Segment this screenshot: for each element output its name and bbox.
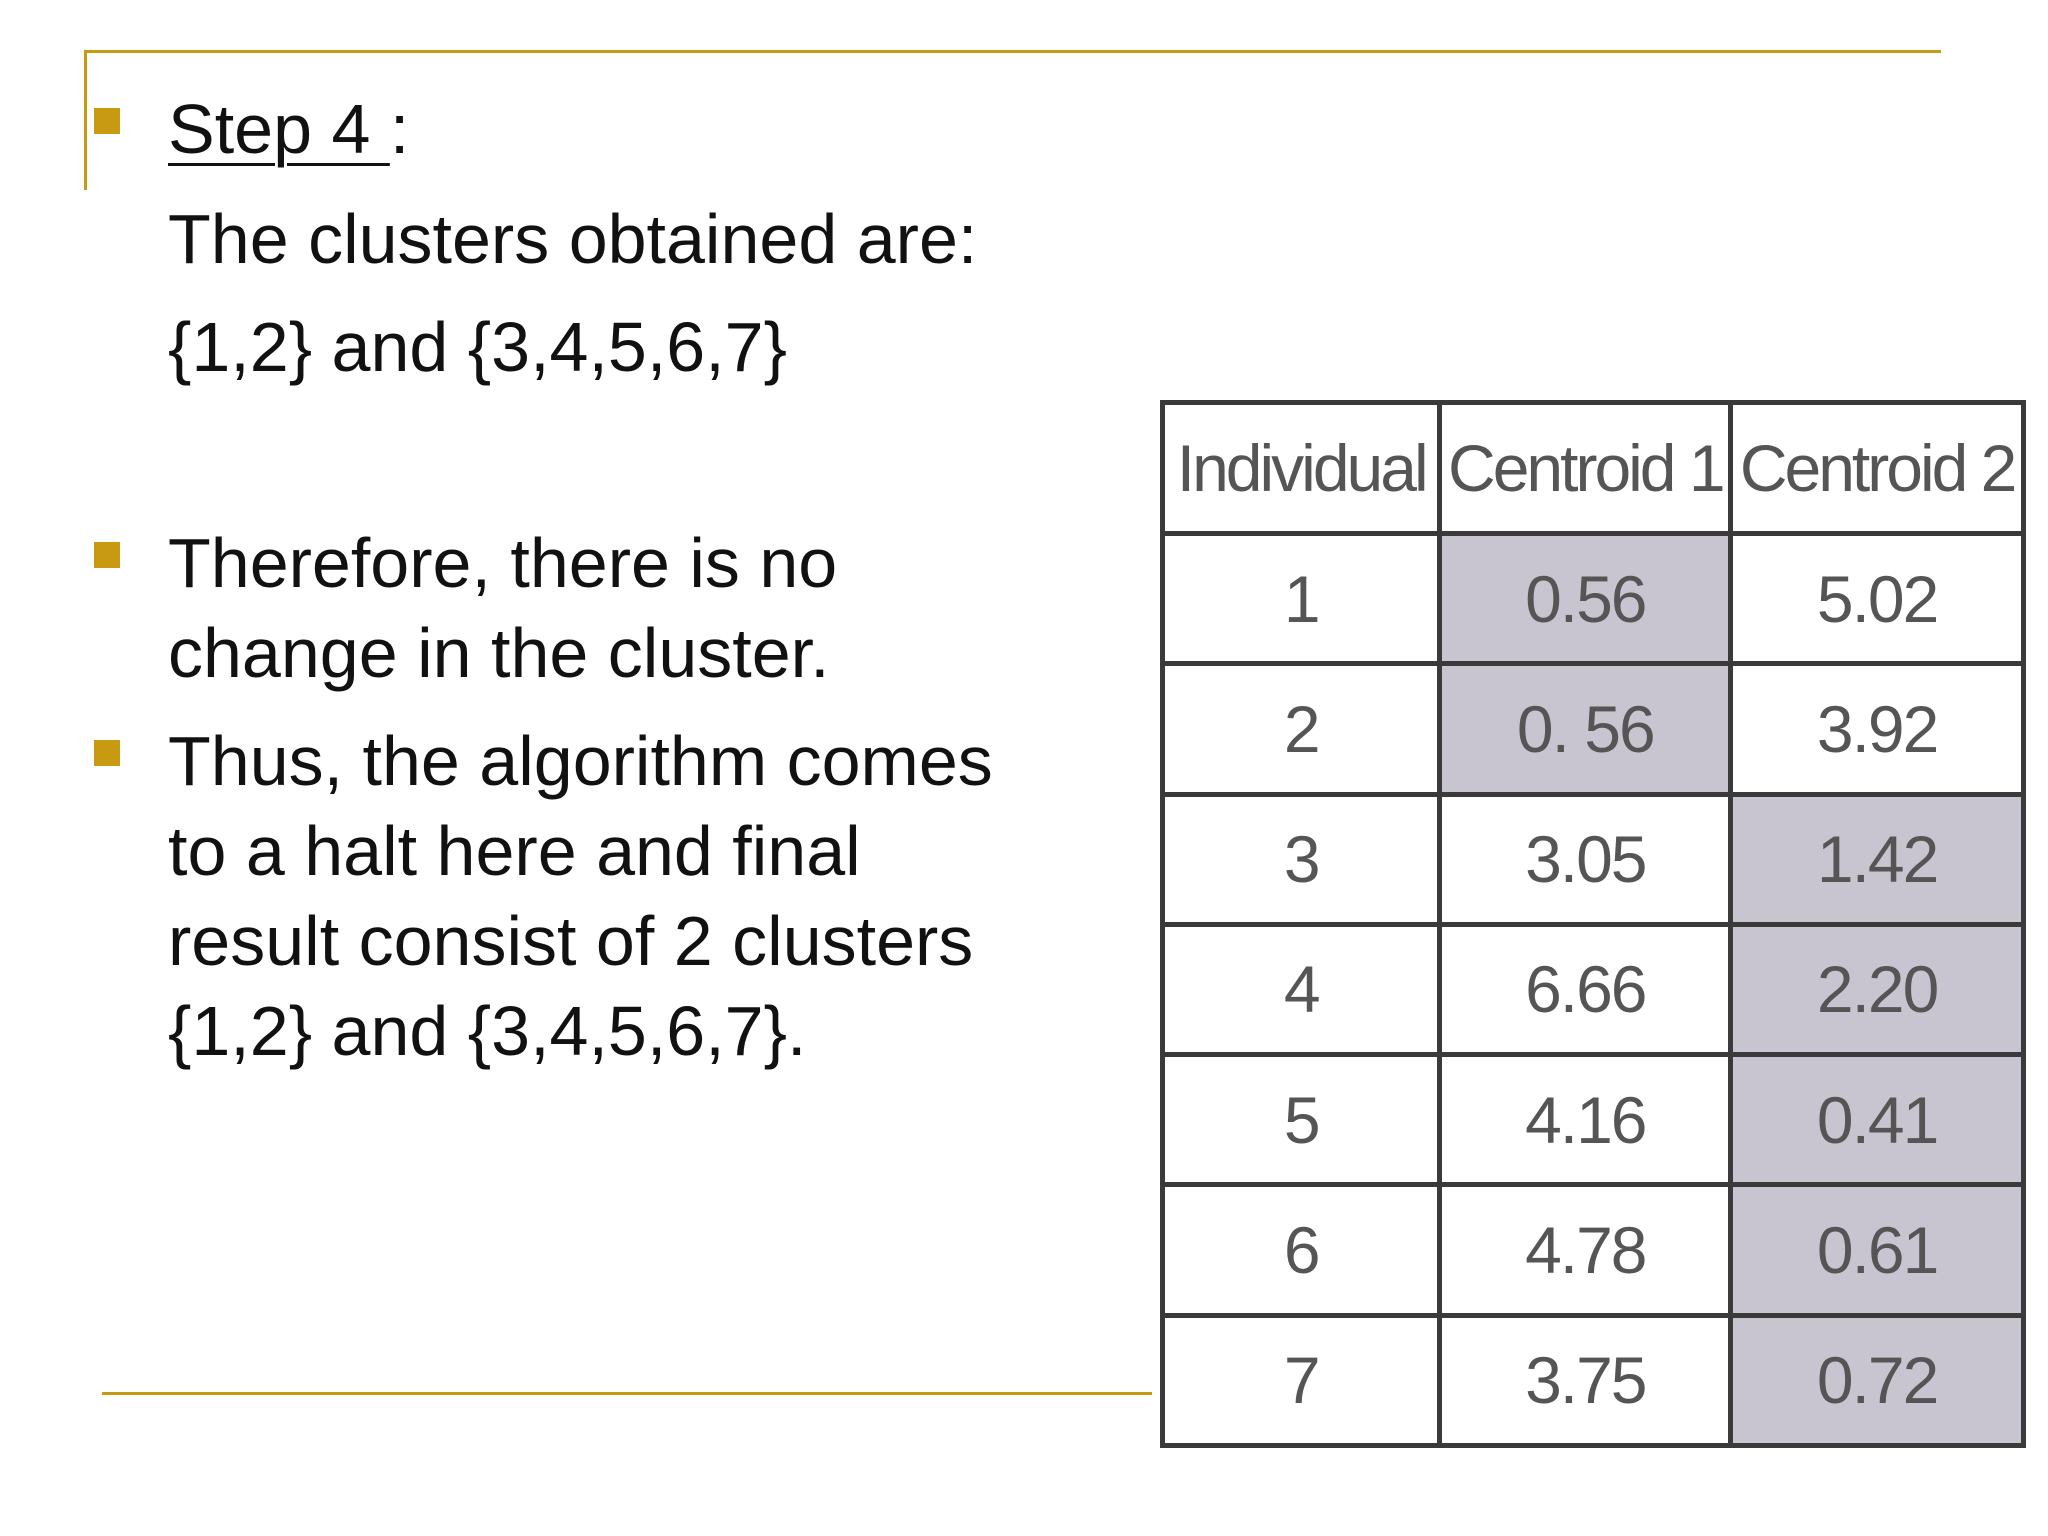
bullet2-line: Therefore, there is no <box>168 524 838 602</box>
cell-centroid-1: 6.66 <box>1440 924 1731 1054</box>
header-individual: Individual <box>1163 403 1440 534</box>
cell-individual: 5 <box>1163 1055 1440 1185</box>
table-row <box>1163 1185 2024 1315</box>
bottom-rule <box>102 1392 1152 1395</box>
step-label: Step 4 <box>168 90 390 168</box>
table-row <box>1163 664 2024 794</box>
cell-individual: 2 <box>1163 664 1440 794</box>
cell-individual: 1 <box>1163 534 1440 664</box>
cell-centroid-2: 3.92 <box>1731 664 2024 794</box>
table-row <box>1163 1055 2024 1185</box>
bullet3-line: {1,2} and {3,4,5,6,7}. <box>168 992 807 1070</box>
cell-centroid-1: 0.56 <box>1440 534 1731 664</box>
cell-centroid-2: 0.61 <box>1731 1185 2024 1315</box>
cell-centroid-1: 3.05 <box>1440 794 1731 924</box>
step-colon: : <box>389 90 410 168</box>
cell-individual: 4 <box>1163 924 1440 1054</box>
bullet-square-icon <box>94 542 120 568</box>
table-row <box>1163 924 2024 1054</box>
table-row <box>1163 1315 2024 1445</box>
cell-centroid-1: 4.78 <box>1440 1185 1731 1315</box>
cell-centroid-2: 2.20 <box>1731 924 2024 1054</box>
step-heading <box>168 84 409 174</box>
bullet3-line: to a halt here and final <box>168 812 861 890</box>
cell-centroid-1: 4.16 <box>1440 1055 1731 1185</box>
cell-individual: 7 <box>1163 1315 1440 1445</box>
centroid-distance-table <box>1160 400 2026 1448</box>
cell-centroid-1: 0. 56 <box>1440 664 1731 794</box>
cell-centroid-2: 0.72 <box>1731 1315 2024 1445</box>
bullet-square-icon <box>94 740 120 766</box>
cell-centroid-2: 5.02 <box>1731 534 2024 664</box>
cell-individual: 6 <box>1163 1185 1440 1315</box>
table-row <box>1163 794 2024 924</box>
clusters-intro: The clusters obtained are: <box>168 200 978 278</box>
cell-centroid-2: 1.42 <box>1731 794 2024 924</box>
cell-centroid-1: 3.75 <box>1440 1315 1731 1445</box>
table-header-row <box>1163 403 2024 534</box>
bullet3-line: Thus, the algorithm comes <box>168 722 993 800</box>
cell-centroid-2: 0.41 <box>1731 1055 2024 1185</box>
clusters-list: {1,2} and {3,4,5,6,7} <box>168 308 787 386</box>
top-rule <box>84 50 1941 53</box>
header-centroid-2: Centroid 2 <box>1731 403 2024 534</box>
header-centroid-1: Centroid 1 <box>1440 403 1731 534</box>
table-row <box>1163 534 2024 664</box>
bullet-square-icon <box>94 108 120 134</box>
left-rule <box>84 50 87 190</box>
bullet2-line: change in the cluster. <box>168 614 830 692</box>
cell-individual: 3 <box>1163 794 1440 924</box>
bullet3-line: result consist of 2 clusters <box>168 902 974 980</box>
